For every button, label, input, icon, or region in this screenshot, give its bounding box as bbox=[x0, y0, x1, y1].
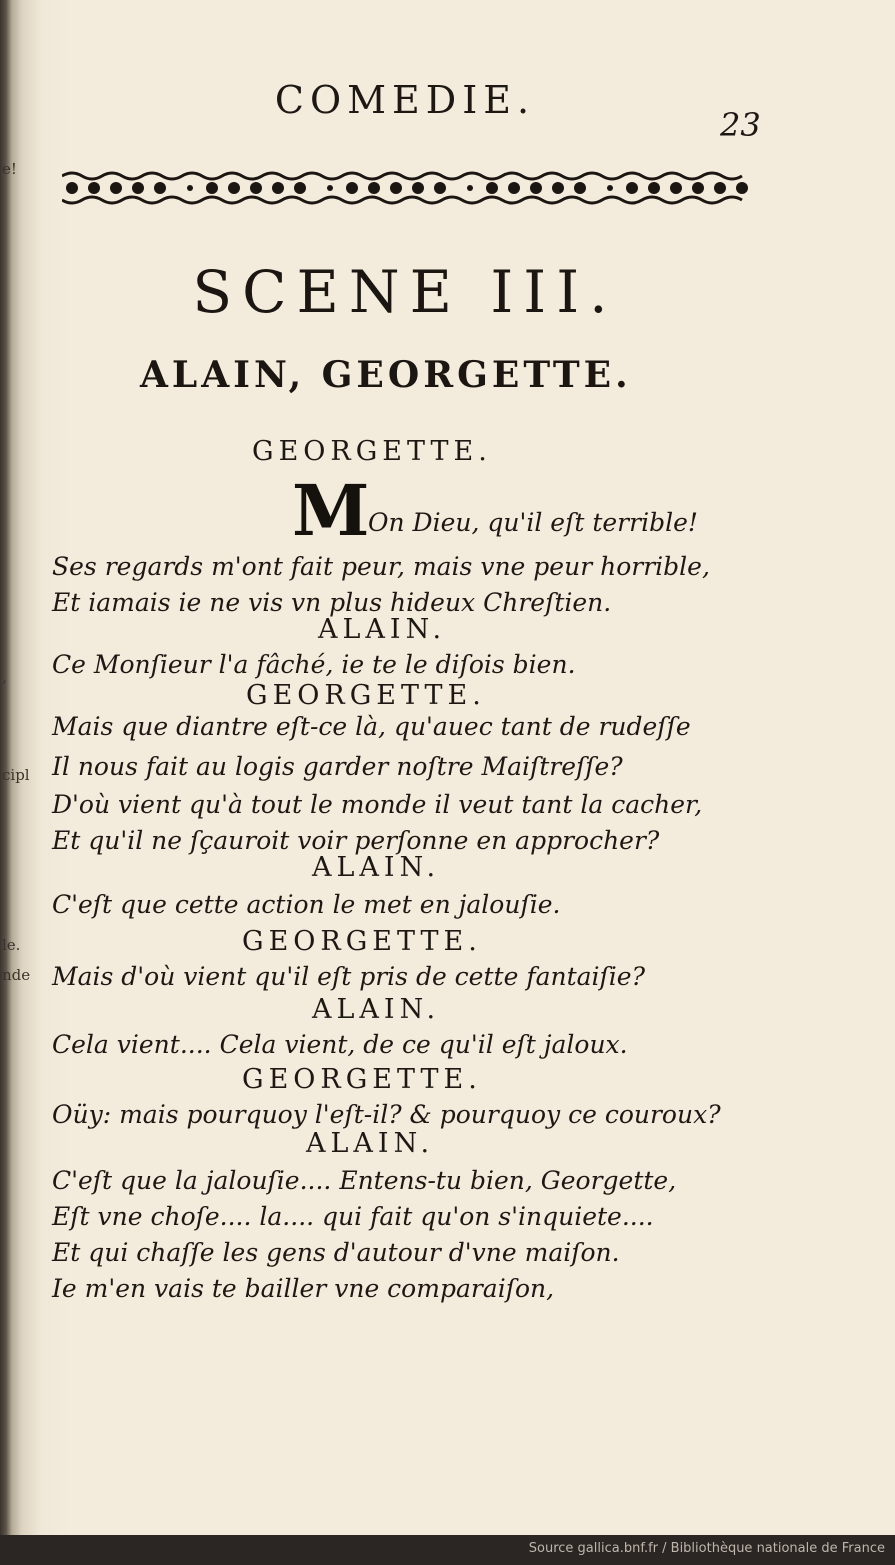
source-attribution: Source gallica.bnf.fr / Bibliothèque nationale de France bbox=[528, 1541, 885, 1556]
gutter-fragment: le. bbox=[2, 936, 21, 954]
printers-ornament-band bbox=[62, 168, 752, 208]
verse-line: Mais d'où vient qu'il eſt pris de cette fantaiſie? bbox=[52, 962, 645, 991]
verse-line: Eſt vne choſe.... la.... qui fait qu'on s'inquiete.... bbox=[52, 1202, 654, 1231]
verse-line: Ses regards m'ont fait peur, mais vne peur horrible, bbox=[52, 552, 710, 581]
verse-line: Et qui chaſſe les gens d'autour d'vne maiſon. bbox=[52, 1238, 620, 1267]
speaker-name: GEORGETTE. bbox=[242, 926, 482, 957]
speaker-name: ALAIN. bbox=[312, 852, 441, 883]
verse-line: On Dieu, qu'il eſt terrible! bbox=[368, 508, 698, 537]
attribution-bar bbox=[0, 1535, 895, 1565]
gutter-fragment: nde bbox=[2, 966, 31, 984]
character-list: ALAIN, GEORGETTE. bbox=[140, 354, 632, 396]
page-number: 23 bbox=[720, 106, 761, 144]
verse-line: Cela vient.... Cela vient, de ce qu'il eſt jaloux. bbox=[52, 1030, 628, 1059]
verse-line: Et iamais ie ne vis vn plus hideux Chreſtien. bbox=[52, 588, 612, 617]
running-head: COMEDIE. bbox=[274, 78, 536, 122]
verse-line: C'eſt que la jalouſie.... Entens-tu bien, Georgette, bbox=[52, 1166, 677, 1195]
verse-line: Ie m'en vais te bailler vne comparaiſon, bbox=[52, 1274, 555, 1303]
verse-line: Oüy: mais pourquoy l'eſt-il? & pourquoy ce couroux? bbox=[52, 1100, 721, 1129]
speaker-name: GEORGETTE. bbox=[246, 680, 486, 711]
speaker-name: GEORGETTE. bbox=[242, 1064, 482, 1095]
verse-line: Il nous fait au logis garder noſtre Maiſtreſſe? bbox=[52, 752, 623, 781]
gutter-fragment: e! bbox=[2, 160, 17, 178]
gutter-fragment: , bbox=[2, 668, 7, 686]
gutter-fragment: cipl bbox=[2, 766, 30, 784]
verse-line: Et qu'il ne ſçauroit voir perſonne en approcher? bbox=[52, 826, 660, 855]
speaker-name: ALAIN. bbox=[318, 614, 447, 645]
verse-line: Ce Monſieur l'a fâché, ie te le diſois bien. bbox=[52, 650, 576, 679]
verse-line: D'où vient qu'à tout le monde il veut tant la cacher, bbox=[52, 790, 703, 819]
speaker-name: ALAIN. bbox=[306, 1128, 435, 1159]
verse-line: Mais que diantre eſt-ce là, qu'auec tant de rudeſſe bbox=[52, 712, 691, 741]
drop-capital: M bbox=[292, 469, 370, 552]
verse-line: C'eſt que cette action le met en jalouſie. bbox=[52, 890, 561, 919]
speaker-name: ALAIN. bbox=[312, 994, 441, 1025]
scene-title: SCENE III. bbox=[192, 258, 618, 326]
speaker-name: GEORGETTE. bbox=[252, 436, 492, 467]
